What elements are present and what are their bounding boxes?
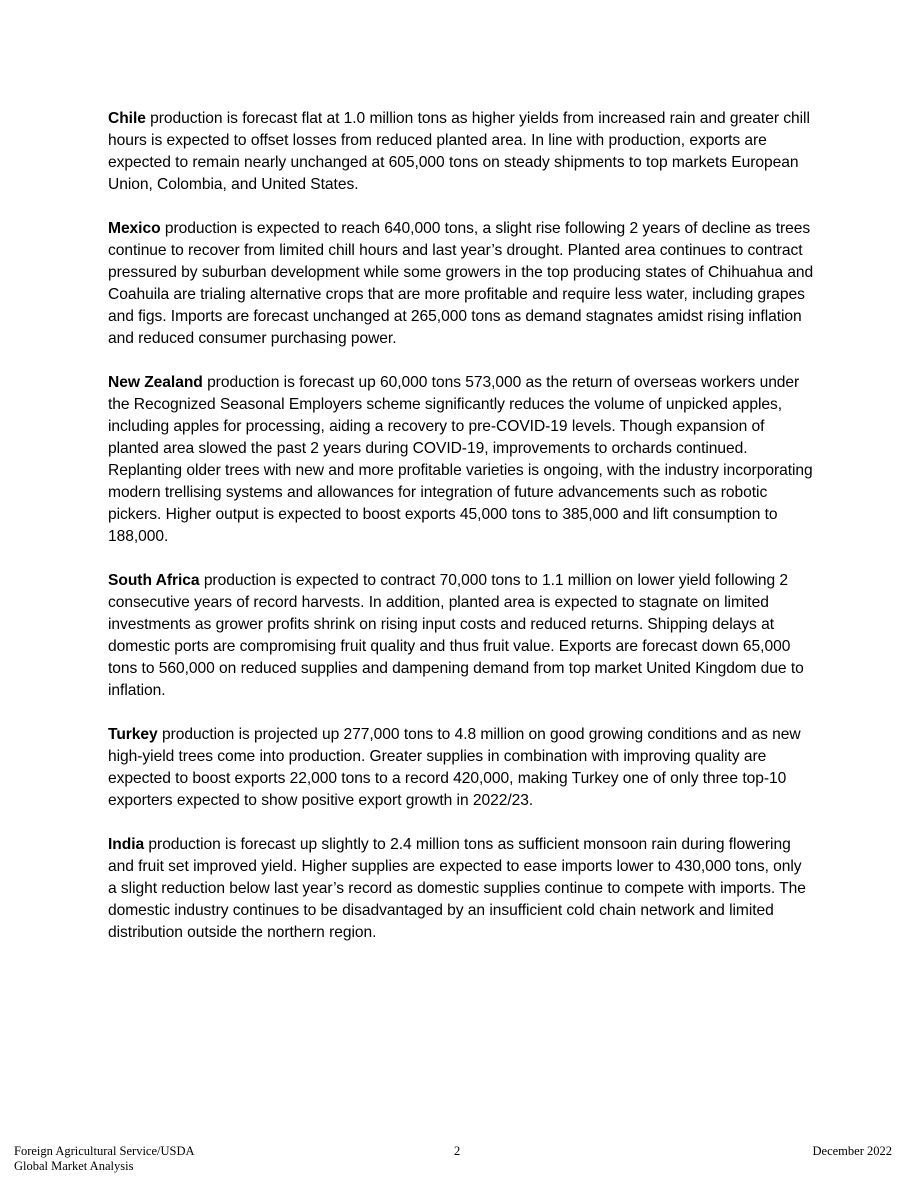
country-name: India	[108, 836, 145, 853]
paragraph-mexico	[108, 218, 814, 350]
paragraph-text: production is forecast flat at 1.0 million tons as higher yields from increased rain and greater chill hours is expected to offset losses from reduced planted area. In line with production, exports are expected to remain nearly unchanged at 605,000 tons on steady shipments to top markets European Union, Colombia, and United States.	[108, 110, 810, 193]
country-name: Mexico	[108, 220, 161, 237]
paragraph-new-zealand	[108, 372, 814, 548]
paragraph-text: production is forecast up 60,000 tons 573,000 as the return of overseas workers under the Recognized Seasonal Employers scheme significantly reduces the volume of unpicked apples, including apples for processing, aiding a recovery to pre-COVID-19 levels. Though expansion of planted area slowed the past 2 years during COVID-19, improvements to orchards continued. Replanting older trees with new and more profitable varieties is ongoing, with the industry incorporating modern trellising systems and allowances for integration of future advancements such as robotic pickers. Higher output is expected to boost exports 45,000 tons to 385,000 and lift consumption to 188,000.	[108, 374, 813, 545]
paragraph-turkey	[108, 724, 814, 812]
footer-date: December 2022	[812, 1144, 892, 1158]
country-name: New Zealand	[108, 374, 203, 391]
document-body	[108, 108, 814, 966]
footer-org-line2: Global Market Analysis	[14, 1159, 134, 1173]
paragraph-india	[108, 834, 814, 944]
footer-organization	[14, 1144, 195, 1174]
paragraph-south-africa	[108, 570, 814, 702]
paragraph-text: production is expected to reach 640,000 tons, a slight rise following 2 years of decline as trees continue to recover from limited chill hours and last year’s drought. Planted area continues to contract pressured by suburban development while some growers in the top producing states of Chihuahua and Coahuila are trialing alternative crops that are more profitable and require less water, including grapes and figs. Imports are forecast unchanged at 265,000 tons as demand stagnates amidst rising inflation and reduced consumer purchasing power.	[108, 220, 814, 347]
country-name: Chile	[108, 110, 146, 127]
footer-org-line1: Foreign Agricultural Service/USDA	[14, 1144, 195, 1158]
paragraph-text: production is expected to contract 70,000 tons to 1.1 million on lower yield following 2 consecutive years of record harvests. In addition, planted area is expected to stagnate on limited investments as grower profits shrink on rising input costs and reduced returns. Shipping delays at domestic ports are compromising fruit quality and thus fruit value. Exports are forecast down 65,000 tons to 560,000 on reduced supplies and dampening demand from top market United Kingdom due to inflation.	[108, 572, 804, 699]
country-name: Turkey	[108, 726, 158, 743]
page-number: 2	[454, 1144, 461, 1158]
paragraph-chile	[108, 108, 814, 196]
paragraph-text: production is projected up 277,000 tons to 4.8 million on good growing conditions and as new high-yield trees come into production. Greater supplies in combination with improving quality are expected to boost exports 22,000 tons to a record 420,000, making Turkey one of only three top-10 exporters expected to show positive export growth in 2022/23.	[108, 726, 801, 809]
paragraph-text: production is forecast up slightly to 2.4 million tons as sufficient monsoon rain during flowering and fruit set improved yield. Higher supplies are expected to ease imports lower to 430,000 tons, only a slight reduction below last year’s record as domestic supplies continue to compete with imports. The domestic industry continues to be disadvantaged by an insufficient cold chain network and limited distribution outside the northern region.	[108, 836, 806, 941]
country-name: South Africa	[108, 572, 200, 589]
